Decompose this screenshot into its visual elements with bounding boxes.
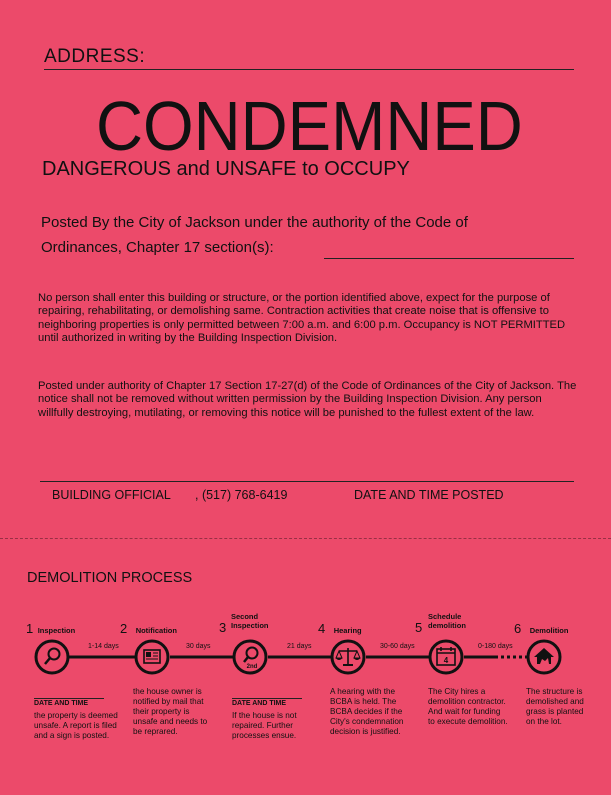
step-label-line: Second xyxy=(231,612,259,621)
date-field-1 xyxy=(34,698,104,707)
step-label-line: Inspection xyxy=(231,621,269,630)
scales-icon xyxy=(332,641,364,673)
timeline xyxy=(0,630,611,690)
interval-4: 30-60 days xyxy=(380,643,415,650)
building-official-label: BUILDING OFFICIAL xyxy=(52,488,171,502)
step-number: 5 xyxy=(415,620,423,635)
interval-3: 21 days xyxy=(287,643,312,650)
magnifier-2nd-icon xyxy=(234,641,266,673)
address-label: ADDRESS: xyxy=(44,46,146,67)
paragraph-1-line: until authorized in writing by the Building Inspection Division. xyxy=(38,332,338,345)
date-label: DATE AND TIME xyxy=(232,700,287,707)
page-title: CONDEMNED xyxy=(96,87,523,165)
calendar-icon xyxy=(430,641,462,673)
posted-line-1: Posted By the City of Jackson under the authority of the Code of xyxy=(41,214,468,231)
interval-2: 30 days xyxy=(186,643,211,650)
step-number: 3 xyxy=(219,620,227,635)
date-field-3 xyxy=(232,698,302,707)
paragraph-2-line: willfully destroying, mutilating, or removing this notice will be punished to the fullest extent of the law. xyxy=(38,406,535,419)
description-line: demolition contractor. xyxy=(428,697,506,706)
date-posted-label: DATE AND TIME POSTED xyxy=(354,488,504,502)
phone-number: , (517) 768-6419 xyxy=(195,488,288,502)
description-line: The City hires a xyxy=(428,687,486,696)
interval-1: 1-14 days xyxy=(88,643,119,650)
step-1-description xyxy=(34,711,126,741)
step-number: 2 xyxy=(120,621,128,636)
description-line: and a sign is posted. xyxy=(34,731,110,740)
description-line: the house owner is xyxy=(133,687,202,696)
paragraph-2 xyxy=(38,380,578,420)
paragraph-2-line: notice shall not be removed without written permission by the Building Inspection Division. Any person xyxy=(38,393,542,406)
step-number: 6 xyxy=(514,621,522,636)
calendar-day-text: 4 xyxy=(443,656,449,665)
description-line: repaired. Further xyxy=(232,721,293,730)
address-line xyxy=(44,69,574,70)
description-line: If the house is not xyxy=(232,711,297,720)
paragraph-1-line: neighboring properties is only permitted between 7:00 a.m. and 6:00 p.m. Occupancy is NOT PERMITTED xyxy=(38,318,566,331)
description-line: City's condemnation xyxy=(330,717,404,726)
step-label-line: Schedule xyxy=(428,612,462,621)
description-line: And wait for funding xyxy=(428,707,501,716)
posted-line-2: Ordinances, Chapter 17 section(s): xyxy=(41,239,274,256)
step-number: 1 xyxy=(26,621,34,636)
step-number: 4 xyxy=(318,621,326,636)
description-line: A hearing with the xyxy=(330,687,396,696)
description-line: notified by mail that xyxy=(133,697,204,706)
description-line: be reprared. xyxy=(133,727,178,736)
step-label: Hearing xyxy=(333,626,362,635)
description-line: their property is xyxy=(133,707,190,716)
house-icon xyxy=(528,641,560,673)
step-5-description xyxy=(428,687,520,727)
step-label: Demolition xyxy=(529,626,569,635)
interval-5: 0-180 days xyxy=(478,643,513,650)
step-label xyxy=(231,612,281,630)
date-label: DATE AND TIME xyxy=(34,700,89,707)
description-line: The structure is xyxy=(526,687,583,696)
step-label: Inspection xyxy=(37,626,76,635)
description-line: processes ensue. xyxy=(232,731,297,740)
paragraph-1-line: No person shall enter this building or structure, or the portion identified above, expect for the purpose of xyxy=(38,292,550,304)
description-line: to execute demolition. xyxy=(428,717,508,726)
description-line: BCBA decides if the xyxy=(330,707,403,716)
description-line: grass is planted xyxy=(526,707,584,716)
description-line: decision is justified. xyxy=(330,727,401,736)
description-line: the property is deemed xyxy=(34,711,118,720)
magnifier-icon xyxy=(36,641,68,673)
section-line xyxy=(324,258,574,259)
paragraph-1-line: repairing, rehabilitating, or demolishing same. Contraction activities that create noise that is offensive to xyxy=(38,305,549,318)
description-line: on the lot. xyxy=(526,717,562,726)
description-line: demolished and xyxy=(526,697,584,706)
icon-2nd-text: 2nd xyxy=(246,664,258,670)
description-line: unsafe. A report is filed xyxy=(34,721,117,730)
demolition-title: DEMOLITION PROCESS xyxy=(27,570,193,586)
description-line: BCBA is held. The xyxy=(330,697,397,706)
step-2-description xyxy=(133,687,225,737)
step-6-description xyxy=(526,687,606,727)
notice-icon xyxy=(136,641,168,673)
tear-line xyxy=(0,538,611,539)
step-3-description xyxy=(232,711,324,741)
description-line: unsafe and needs to xyxy=(133,717,208,726)
subtitle: DANGEROUS and UNSAFE to OCCUPY xyxy=(42,158,410,180)
paragraph-2-line: Posted under authority of Chapter 17 Section 17-27(d) of the Code of Ordinances of the City of Jackson. The xyxy=(38,380,577,392)
step-4-description xyxy=(330,687,422,737)
step-label-line: demolition xyxy=(428,621,466,630)
step-label: Notification xyxy=(135,626,177,635)
paragraph-1 xyxy=(38,292,578,346)
step-label xyxy=(428,612,488,630)
signature-line xyxy=(40,481,574,482)
